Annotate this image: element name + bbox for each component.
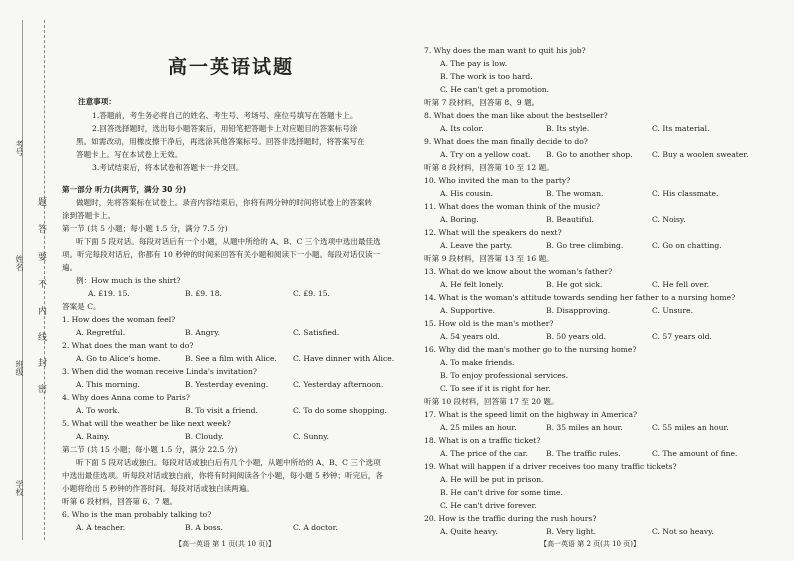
note-line: 答题卡上。写在本试卷上无效。 — [76, 150, 183, 159]
option: B. To enjoy professional services. — [440, 371, 569, 380]
option: C. Go on chatting. — [652, 241, 722, 250]
example-question: 例：How much is the shirt? — [76, 276, 181, 285]
instruction-line: 小题将给出 5 秒钟的作答时间。每段对话或独白读两遍。 — [62, 484, 254, 493]
option: C. The amount of fine. — [652, 449, 738, 458]
seal-char: 要 — [38, 253, 48, 263]
option: A. Quite heavy. — [440, 527, 498, 536]
option: C. Sunny. — [293, 432, 329, 441]
material-note: 听第 6 段材料，回答第 6、7 题。 — [62, 497, 178, 506]
option: A. Boring. — [440, 215, 479, 224]
question: 8. What does the man like about the bestseller? — [424, 111, 608, 120]
option: C. 55 miles an hour. — [652, 423, 729, 432]
option: B. He got sick. — [546, 280, 603, 289]
note-line: 黑。如需改动，用橡皮擦干净后，再选涂其他答案标号。回答非选择题时，将答案写在 — [76, 137, 365, 146]
option: C. 57 years old. — [652, 332, 712, 341]
question: 11. What does the woman think of the music? — [424, 202, 601, 211]
option: C. Unsure. — [652, 306, 693, 315]
exam-number-label: 考号 — [15, 140, 24, 156]
option: B. Very light. — [546, 527, 597, 536]
note-line: 1.答题前，考生务必将自己的姓名、考生号、考场号、座位号填写在答题卡上。 — [92, 111, 358, 120]
option: B. Go tree climbing. — [546, 241, 624, 250]
question: 16. Why did the man's mother go to the nursing home? — [424, 345, 637, 354]
instruction-line: 听下面 5 段对话。每段对话后有一个小题，从题中所给的 A、B、C 三个选项中选出最佳选 — [76, 237, 381, 246]
option: A. The pay is low. — [440, 59, 508, 68]
option: B. Disapproving. — [546, 306, 611, 315]
option: A. Regretful. — [76, 328, 126, 337]
question: 2. What does the man want to do? — [62, 341, 194, 350]
option: B. 35 miles an hour. — [546, 423, 623, 432]
question: 3. When did the woman receive Linda's invitation? — [62, 367, 257, 376]
option: A. Supportive. — [440, 306, 496, 315]
option: B. To visit a friend. — [185, 406, 258, 415]
question: 1. How does the woman feel? — [62, 315, 176, 324]
option: C. Not so heavy. — [652, 527, 714, 536]
seal-char: 线 — [38, 333, 48, 343]
option: A. £19. 15. — [88, 289, 130, 298]
option: C. Noisy. — [652, 215, 686, 224]
option: A. Leave the party. — [440, 241, 513, 250]
question: 5. What will the weather be like next week? — [62, 419, 231, 428]
seal-char: 封 — [38, 359, 48, 369]
option: A. To work. — [76, 406, 120, 415]
option: B. The woman. — [546, 189, 604, 198]
option: B. Angry. — [185, 328, 220, 337]
option: A. Its color. — [440, 124, 484, 133]
option: A. 54 years old. — [440, 332, 500, 341]
option: B. The traffic rules. — [546, 449, 621, 458]
example-answer: 答案是 C。 — [62, 302, 101, 311]
question: 19. What will happen if a driver receives too many traffic tickets? — [424, 462, 677, 471]
option: B. Cloudy. — [185, 432, 224, 441]
option: C. To see if it is right for her. — [440, 384, 551, 393]
notes-heading: 注意事项： — [78, 97, 116, 106]
material-note: 听第 10 段材料，回答第 17 至 20 题。 — [424, 397, 559, 406]
question: 13. What do we know about the woman's father? — [424, 267, 613, 276]
option: B. 50 years old. — [546, 332, 607, 341]
note-line: 3.考试结束后，将本试卷和答题卡一并交回。 — [92, 163, 244, 172]
option: C. Buy a woolen sweater. — [652, 150, 749, 159]
question: 7. Why does the man want to quit his job? — [424, 46, 586, 55]
option: A. This morning. — [76, 380, 140, 389]
option: B. £9. 18. — [185, 289, 222, 298]
seal-char: 密 — [38, 385, 48, 395]
instruction-line: 听下面 5 段对话或独白。每段对话或独白后有几个小题，从题中所给的 A、B、C 三个选项 — [76, 458, 381, 467]
question: 14. What is the woman's attitude towards sending her father to a nursing home? — [424, 293, 736, 302]
material-note: 听第 7 段材料，回答第 8、9 题。 — [424, 98, 540, 107]
option: C. To do some shopping. — [293, 406, 387, 415]
part-heading: 第一部分 听力(共两节，满分 30 分) — [62, 185, 187, 194]
question: 9. What does the man finally decide to do? — [424, 137, 588, 146]
question: 17. What is the speed limit on the highway in America? — [424, 410, 638, 419]
option: A. Go to Alice's home. — [76, 354, 161, 363]
page-title: 高一英语试题 — [168, 56, 295, 78]
option: C. £9. 15. — [293, 289, 330, 298]
option: A. The price of the car. — [440, 449, 528, 458]
option: C. Satisfied. — [293, 328, 340, 337]
instruction-line: 涂到答题卡上。 — [62, 211, 116, 220]
seal-char: 题 — [38, 198, 48, 208]
option: C. Yesterday afternoon. — [293, 380, 384, 389]
page-footer-left: 【高一英语 第 1 页(共 10 页)】 — [175, 540, 275, 548]
option: B. See a film with Alice. — [185, 354, 277, 363]
option: B. Its style. — [546, 124, 590, 133]
option: B. A boss. — [185, 523, 223, 532]
question: 15. How old is the man's mother? — [424, 319, 554, 328]
option: B. Go to another shop. — [546, 150, 633, 159]
school-label: 学校 — [15, 480, 24, 496]
seal-char: 内 — [38, 307, 48, 317]
option: B. The work is too hard. — [440, 72, 533, 81]
option: A. His cousin. — [440, 189, 494, 198]
class-label: 班级 — [15, 360, 24, 376]
section-heading: 第二节 (共 15 小题；每小题 1.5 分，满分 22.5 分) — [62, 445, 238, 454]
option: B. Yesterday evening. — [185, 380, 269, 389]
section-heading: 第一节 (共 5 小题；每小题 1.5 分，满分 7.5 分) — [62, 224, 228, 233]
option: C. He fell over. — [652, 280, 710, 289]
question: 12. What will the speakers do next? — [424, 228, 562, 237]
instruction-line: 中选出最佳选项。听每段对话或独白前，你将有时间阅读各个小题，每小题 5 秒钟；听完后，各 — [62, 471, 383, 480]
option: A. He felt lonely. — [440, 280, 504, 289]
instruction-line: 项。听完每段对话后，你都有 10 秒钟的时间来回答有关小题和阅读下一小题。每段对话仅读一 — [62, 250, 381, 259]
question: 4. Why does Anna come to Paris? — [62, 393, 190, 402]
material-note: 听第 9 段材料，回答第 13 至 16 题。 — [424, 254, 554, 263]
question: 6. Who is the man probably talking to? — [62, 510, 212, 519]
option: B. He can't drive for some time. — [440, 488, 563, 497]
option: C. His classmate. — [652, 189, 719, 198]
option: A. He will be put in prison. — [440, 475, 544, 484]
instruction-line: 做题时，先将答案标在试卷上。录音内容结束后，你将有两分钟的时间将试卷上的答案转 — [76, 198, 373, 207]
option: A. A teacher. — [76, 523, 126, 532]
option: C. A doctor. — [293, 523, 338, 532]
seal-char: 答 — [38, 225, 48, 235]
seal-char: 不 — [38, 280, 48, 290]
name-label: 姓名 — [15, 255, 24, 271]
material-note: 听第 8 段材料，回答第 10 至 12 题。 — [424, 163, 554, 172]
note-line: 2.回答选择题时，选出每小题答案后，用铅笔把答题卡上对应题目的答案标号涂 — [92, 124, 358, 133]
page-footer-right: 【高一英语 第 2 页(共 10 页)】 — [540, 540, 640, 548]
option: A. Rainy. — [76, 432, 110, 441]
option: C. He can't get a promotion. — [440, 85, 550, 94]
question: 20. How is the traffic during the rush hours? — [424, 514, 597, 523]
option: C. Its material. — [652, 124, 710, 133]
option: A. Try on a yellow coat. — [440, 150, 531, 159]
question: 10. Who invited the man to the party? — [424, 176, 571, 185]
option: A. To make friends. — [440, 358, 515, 367]
option: A. 25 miles an hour. — [440, 423, 517, 432]
option: C. Have dinner with Alice. — [293, 354, 395, 363]
instruction-line: 遍。 — [62, 263, 78, 272]
option: B. Beautiful. — [546, 215, 594, 224]
question: 18. What is on a traffic ticket? — [424, 436, 541, 445]
option: C. He can't drive forever. — [440, 501, 537, 510]
